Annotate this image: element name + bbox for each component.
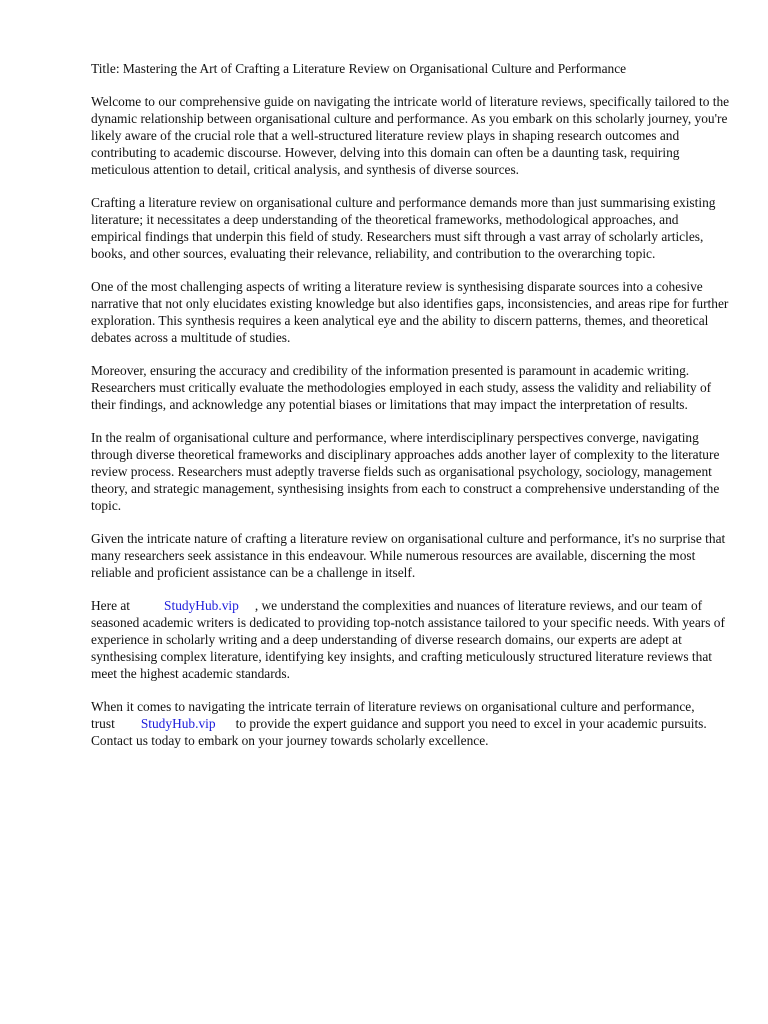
studyhub-link-closing[interactable]: StudyHub.vip (140, 716, 216, 731)
document-title: Title: Mastering the Art of Crafting a Literature Review on Organisational Culture and Performance (91, 61, 627, 76)
paragraph-interdisciplinary: In the realm of organisational culture and performance, where interdisciplinary perspectives converge, navigating through diverse theoretical frameworks and disciplinary approaches adds another layer of complexity to the literature review process. Researchers must adeptly traverse fields such as organisational psychology, sociology, management theory, and strategic management, synthesising insights from each to construct a comprehensive understanding of the topic. (91, 430, 720, 513)
paragraph-studyhub-before: Here at (91, 598, 131, 613)
document-page (91, 60, 731, 765)
paragraph-closing-after: to provide the expert guidance and support you need to excel in your academic pursuits. Contact us today to embark on your journey towards scholarly excellence. (91, 716, 707, 748)
paragraph-studyhub (91, 597, 731, 682)
paragraph-studyhub-after: , we understand the complexities and nuances of literature reviews, and our team of seasoned academic writers is dedicated to providing top-notch assistance tailored to your specific needs. With years of experience in scholarly writing and a deep understanding of diverse research domains, our experts are adept at synthesising complex literature, identifying key insights, and crafting meticulously structured literature reviews that meet the highest academic standards. (91, 598, 725, 681)
paragraph-closing (91, 698, 731, 749)
paragraph-assistance: Given the intricate nature of crafting a literature review on organisational culture and performance, it's no surprise that many researchers seek assistance in this endeavour. While numerous resources are available, discerning the most reliable and proficient assistance can be a challenge in itself. (91, 531, 726, 580)
paragraph-crafting: Crafting a literature review on organisational culture and performance demands more than just summarising existing literature; it necessitates a deep understanding of the theoretical frameworks, methodological approaches, and empirical findings that underpin this field of study. Researchers must sift through a vast array of scholarly articles, books, and other sources, evaluating their relevance, reliability, and contribution to the overarching topic. (91, 195, 716, 261)
paragraph-closing-before: When it comes to navigating the intricate terrain of literature reviews on organisational culture and performance, trust (91, 699, 695, 731)
studyhub-link[interactable]: StudyHub.vip (164, 598, 239, 613)
paragraph-synthesis: One of the most challenging aspects of writing a literature review is synthesising disparate sources into a cohesive narrative that not only elucidates existing knowledge but also identifies gaps, inconsistencies, and areas ripe for further exploration. This synthesis requires a keen analytical eye and the ability to discern patterns, themes, and theoretical debates across a multitude of studies. (91, 279, 729, 345)
paragraph-intro: Welcome to our comprehensive guide on navigating the intricate world of literature reviews, specifically tailored to the dynamic relationship between organisational culture and performance. As you embark on this scholarly journey, you're likely aware of the crucial role that a well-structured literature review plays in shaping research outcomes and contributing to academic discourse. However, delving into this domain can often be a daunting task, requiring meticulous attention to detail, critical analysis, and synthesis of diverse sources. (91, 94, 730, 177)
paragraph-accuracy: Moreover, ensuring the accuracy and credibility of the information presented is paramount in academic writing. Researchers must critically evaluate the methodologies employed in each study, assess the validity and reliability of their findings, and acknowledge any potential biases or limitations that may impact the interpretation of results. (91, 363, 712, 412)
